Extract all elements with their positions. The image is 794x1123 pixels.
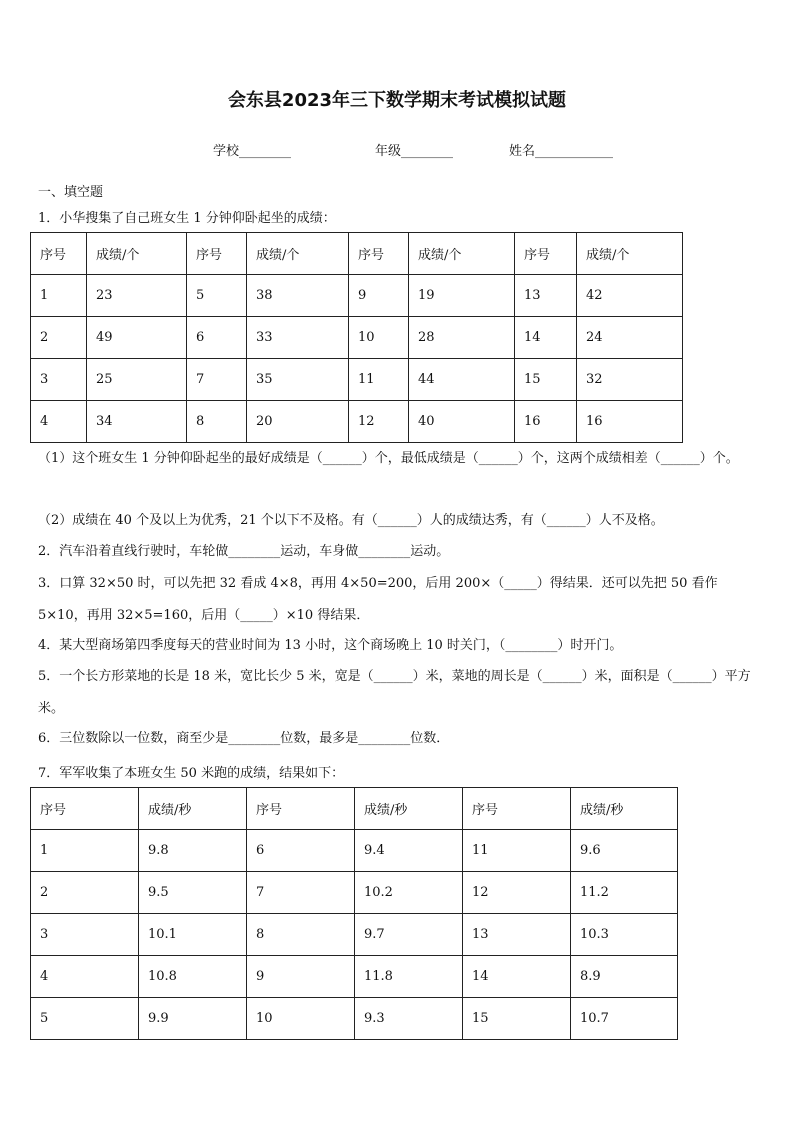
table-header-cell: 序号	[31, 788, 139, 830]
table-row	[31, 317, 683, 359]
page-title: 会东县2023年三下数学期末考试模拟试题	[227, 90, 567, 111]
table-row	[31, 359, 683, 401]
table-cell: 2	[31, 872, 139, 914]
table-cell: 10.7	[571, 998, 678, 1040]
table-header-cell: 成绩/个	[247, 233, 349, 275]
table-cell: 42	[577, 275, 683, 317]
table-header-row	[31, 233, 683, 275]
table-row	[31, 401, 683, 443]
table-cell: 9.9	[139, 998, 247, 1040]
table-cell: 5	[187, 275, 247, 317]
table-cell: 9.6	[571, 830, 678, 872]
table-cell: 10.1	[139, 914, 247, 956]
question-3: 3．口算 32×50 时，可以先把 32 看成 4×8，再用 4×50=200，后用 200×（_____）得结果．还可以先把 50 看作 5×10，再用 32×5=160，后用（_____）×10 得结果．	[38, 576, 718, 623]
table-cell: 1	[31, 830, 139, 872]
table-cell: 15	[515, 359, 577, 401]
table-cell: 11	[463, 830, 571, 872]
table-header-cell: 序号	[247, 788, 355, 830]
table-cell: 44	[409, 359, 515, 401]
sprint-times-table	[30, 787, 678, 1040]
table-header-cell: 序号	[463, 788, 571, 830]
table-header-cell: 成绩/个	[577, 233, 683, 275]
table-cell: 8.9	[571, 956, 678, 998]
table-cell: 14	[515, 317, 577, 359]
table-cell: 14	[463, 956, 571, 998]
question-5: 5．一个长方形菜地的长是 18 米，宽比长少 5 米，宽是（______）米，菜地的周长是（______）米，面积是（______）平方米。	[38, 669, 751, 716]
table-header-cell: 序号	[515, 233, 577, 275]
table-cell: 11.8	[355, 956, 463, 998]
section-heading: 一、填空题	[38, 185, 104, 200]
table-row	[31, 830, 678, 872]
table-cell: 33	[247, 317, 349, 359]
table-cell: 13	[463, 914, 571, 956]
table-cell: 10	[247, 998, 355, 1040]
question-2: 2．汽车沿着直线行驶时，车轮做________运动，车身做________运动。	[38, 544, 450, 559]
table-cell: 2	[31, 317, 87, 359]
table-header-row	[31, 788, 678, 830]
table-cell: 16	[577, 401, 683, 443]
table-cell: 11.2	[571, 872, 678, 914]
table-cell: 9.8	[139, 830, 247, 872]
table-cell: 16	[515, 401, 577, 443]
question-6: 6．三位数除以一位数，商至少是________位数，最多是________位数．	[38, 731, 450, 746]
table-header-cell: 成绩/秒	[355, 788, 463, 830]
table-cell: 8	[187, 401, 247, 443]
table-cell: 13	[515, 275, 577, 317]
table-cell: 11	[349, 359, 409, 401]
table-cell: 8	[247, 914, 355, 956]
table-cell: 15	[463, 998, 571, 1040]
table-cell: 35	[247, 359, 349, 401]
name-field[interactable]: 姓名____________	[509, 144, 614, 159]
table-cell: 49	[87, 317, 187, 359]
table-cell: 9	[247, 956, 355, 998]
table-cell: 6	[187, 317, 247, 359]
grade-field[interactable]: 年级________	[375, 144, 454, 159]
table-cell: 34	[87, 401, 187, 443]
table-cell: 40	[409, 401, 515, 443]
school-field[interactable]: 学校________	[213, 144, 292, 159]
table-header-cell: 成绩/个	[87, 233, 187, 275]
table-cell: 7	[187, 359, 247, 401]
table-cell: 9.3	[355, 998, 463, 1040]
table-cell: 12	[463, 872, 571, 914]
table-header-cell: 成绩/个	[409, 233, 515, 275]
table-cell: 1	[31, 275, 87, 317]
table-cell: 32	[577, 359, 683, 401]
table-cell: 12	[349, 401, 409, 443]
table-header-cell: 序号	[31, 233, 87, 275]
table-cell: 10.3	[571, 914, 678, 956]
table-row	[31, 998, 678, 1040]
table-cell: 23	[87, 275, 187, 317]
table-cell: 9.5	[139, 872, 247, 914]
table-cell: 5	[31, 998, 139, 1040]
table-cell: 3	[31, 359, 87, 401]
table-cell: 4	[31, 401, 87, 443]
table-cell: 9	[349, 275, 409, 317]
table-cell: 7	[247, 872, 355, 914]
table-cell: 6	[247, 830, 355, 872]
table-row	[31, 956, 678, 998]
table-cell: 4	[31, 956, 139, 998]
table-cell: 38	[247, 275, 349, 317]
table-cell: 9.7	[355, 914, 463, 956]
table-cell: 28	[409, 317, 515, 359]
question-4: 4．某大型商场第四季度每天的营业时间为 13 小时，这个商场晚上 10 时关门，（________）时开门。	[38, 638, 623, 653]
table-row	[31, 275, 683, 317]
student-info-row	[0, 140, 794, 160]
table-cell: 3	[31, 914, 139, 956]
table-header-cell: 序号	[187, 233, 247, 275]
table-row	[31, 872, 678, 914]
question-1-text: 1．小华搜集了自己班女生 1 分钟仰卧起坐的成绩：	[38, 211, 336, 226]
table-header-cell: 序号	[349, 233, 409, 275]
table-row	[31, 914, 678, 956]
question-7-text: 7．军军收集了本班女生 50 米跑的成绩，结果如下：	[38, 766, 345, 781]
table-cell: 24	[577, 317, 683, 359]
question-1-part-2: （2）成绩在 40 个及以上为优秀，21 个以下不及格。有（______）人的成绩达秀，有（______）人不及格。	[38, 513, 664, 528]
table-header-cell: 成绩/秒	[571, 788, 678, 830]
question-1-part-1: （1）这个班女生 1 分钟仰卧起坐的最好成绩是（______）个，最低成绩是（______）个，这两个成绩相差（______）个。	[38, 451, 739, 466]
table-cell: 10	[349, 317, 409, 359]
situp-scores-table	[30, 232, 683, 443]
table-cell: 10.8	[139, 956, 247, 998]
table-cell: 10.2	[355, 872, 463, 914]
table-cell: 20	[247, 401, 349, 443]
table-cell: 25	[87, 359, 187, 401]
table-cell: 19	[409, 275, 515, 317]
table-header-cell: 成绩/秒	[139, 788, 247, 830]
table-cell: 9.4	[355, 830, 463, 872]
